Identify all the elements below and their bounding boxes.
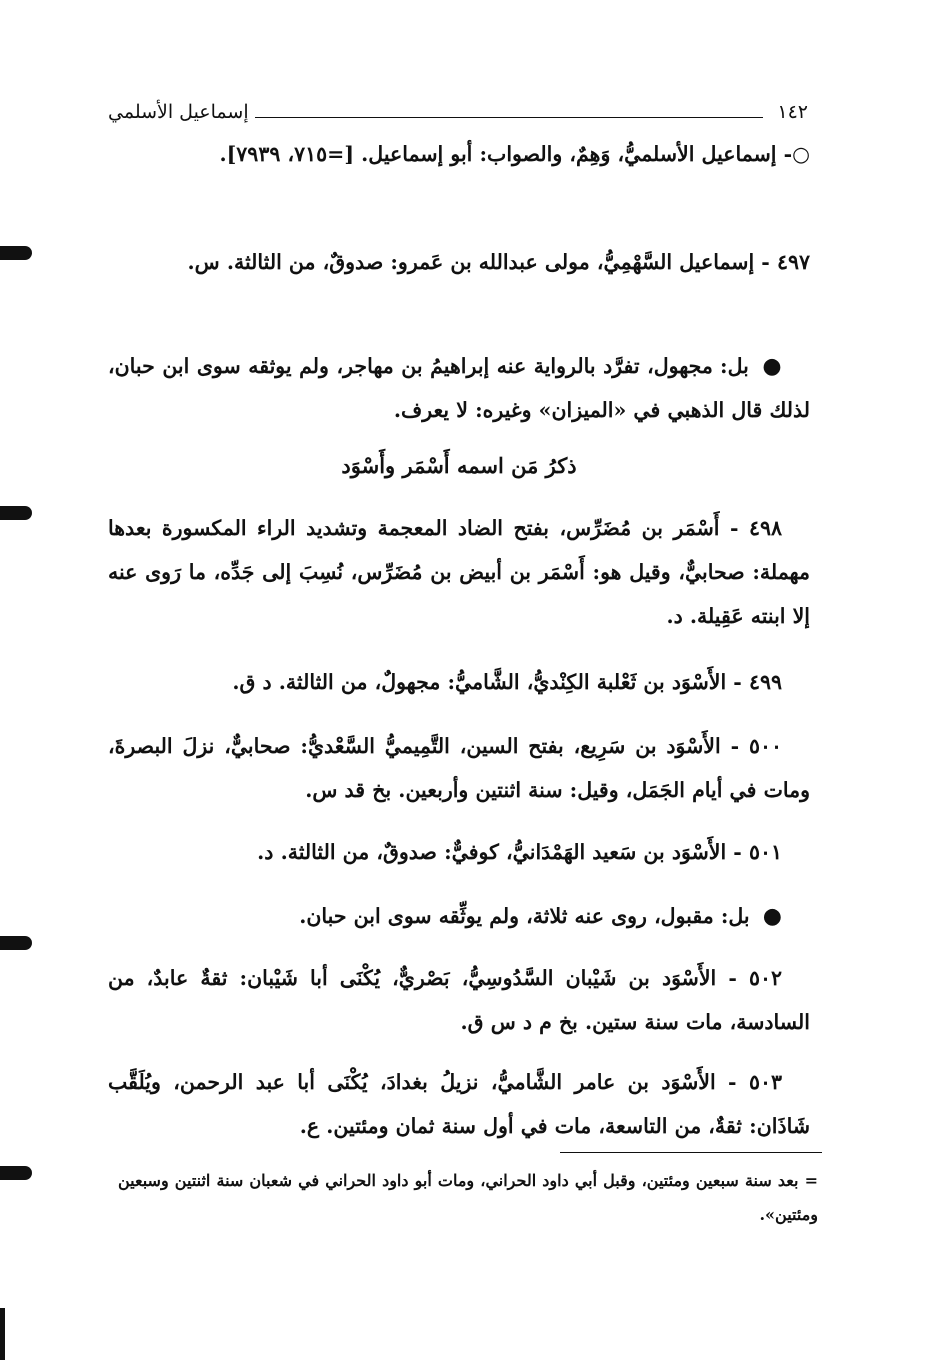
entry-497-note: [108, 344, 810, 432]
entry-text: ٤٩٩ - الأَسْوَد بن ثَعْلبة الكِنْديُّ، الشَّاميُّ: مجهولٌ، من الثالثة. د ق.: [232, 670, 782, 694]
entry-aslami: [108, 132, 810, 176]
page-header: [108, 88, 808, 124]
entry-text: ٥٠١ - الأَسْوَد بن سَعيد الهَمْدَانيُّ، كوفيٌّ: صدوقٌ، من الثالثة. د.: [257, 840, 782, 864]
header-rule: [255, 117, 764, 118]
binding-hole-mark: [0, 246, 32, 260]
entry-text: ٤٩٧ - إسماعيل السَّهْمِيُّ، مولى عبدالله بن عَمرو: صدوقٌ، من الثالثة. س.: [187, 250, 810, 274]
entry-497: [108, 240, 810, 284]
binding-hole-mark: [0, 1166, 32, 1180]
binding-hole-mark: [0, 936, 32, 950]
entry-503: [108, 1060, 810, 1148]
entry-501: [108, 830, 810, 874]
entry-500: [108, 724, 810, 812]
entry-499: [108, 660, 810, 704]
bullet-icon: ●: [762, 903, 782, 929]
entry-501-note: [108, 894, 810, 938]
entry-502: [108, 956, 810, 1044]
entry-text: ٥٠٣ - الأَسْوَد بن عامر الشَّاميُّ، نزيلُ بغدادَ، يُكْنَى أبا عبد الرحمن، ويُلَقَّب شَاذَان: ثقةٌ، من التاسعة، مات في أول سنة ثمان ومئتين. ع.: [108, 1070, 810, 1138]
note-text: بل: مقبول، روى عنه ثلاثة، ولم يوثِّقه سوى ابن حبان.: [299, 904, 750, 928]
bullet-icon: ●: [762, 353, 783, 379]
page-number: ١٤٢: [777, 101, 808, 123]
entry-text: ٤٩٨ - أَسْمَر بن مُضَرِّس، بفتح الضاد المعجمة وتشديد الراء المكسورة بعدها مهملة: صحابيٌّ، وقيل هو: أَسْمَر بن أبيض بن مُضَرِّس، نُسِبَ إلى جَدِّه، ما رَوى عنه إلا ابنته عَقِيلة. د.: [108, 516, 810, 628]
binding-hole-mark: [0, 506, 32, 520]
footnote: = بعد سنة سبعين ومئتين، وقبل أبي داود الحراني، ومات أبو داود الحراني في شعبان سنة اثنتين وسبعين ومئتين».: [118, 1171, 818, 1224]
entry-text: ٥٠٠ - الأَسْوَد بن سَرِيع، بفتح السين، التَّمِيميُّ السَّعْديُّ: صحابيٌّ، نزلَ البصرةَ، ومات في أيام الجَمَل، وقيل: سنة اثنتين وأربعين. بخ قد س.: [108, 734, 810, 802]
entry-text: ○- إسماعيل الأسلميُّ، وَهِمٌ، والصواب: أبو إسماعيل. [=٧١٥، ٧٩٣٩].: [219, 142, 810, 166]
note-text: بل: مجهول، تفرَّد بالرواية عنه إبراهيمُ بن مهاجر، ولم يوثقه سوى ابن حبان، لذلك قال الذهبي في «الميزان» وغيره: لا يعرف.: [108, 354, 810, 422]
scan-edge-mark: [0, 1308, 5, 1360]
entry-text: ٥٠٢ - الأَسْوَد بن شَيْبان السَّدُوسِيُّ، بَصْريٌّ، يُكْنَى أبا شَيْبان: ثقةٌ عابدٌ، من السادسة، مات سنة ستين. بخ م د س ق.: [108, 966, 810, 1034]
running-title: إسماعيل الأسلمي: [108, 101, 249, 123]
entry-498: [108, 506, 810, 638]
section-heading: ذكرُ مَن اسمه أَسْمَر وأَسْوَد: [341, 453, 577, 478]
footnote-rule: [560, 1152, 822, 1153]
